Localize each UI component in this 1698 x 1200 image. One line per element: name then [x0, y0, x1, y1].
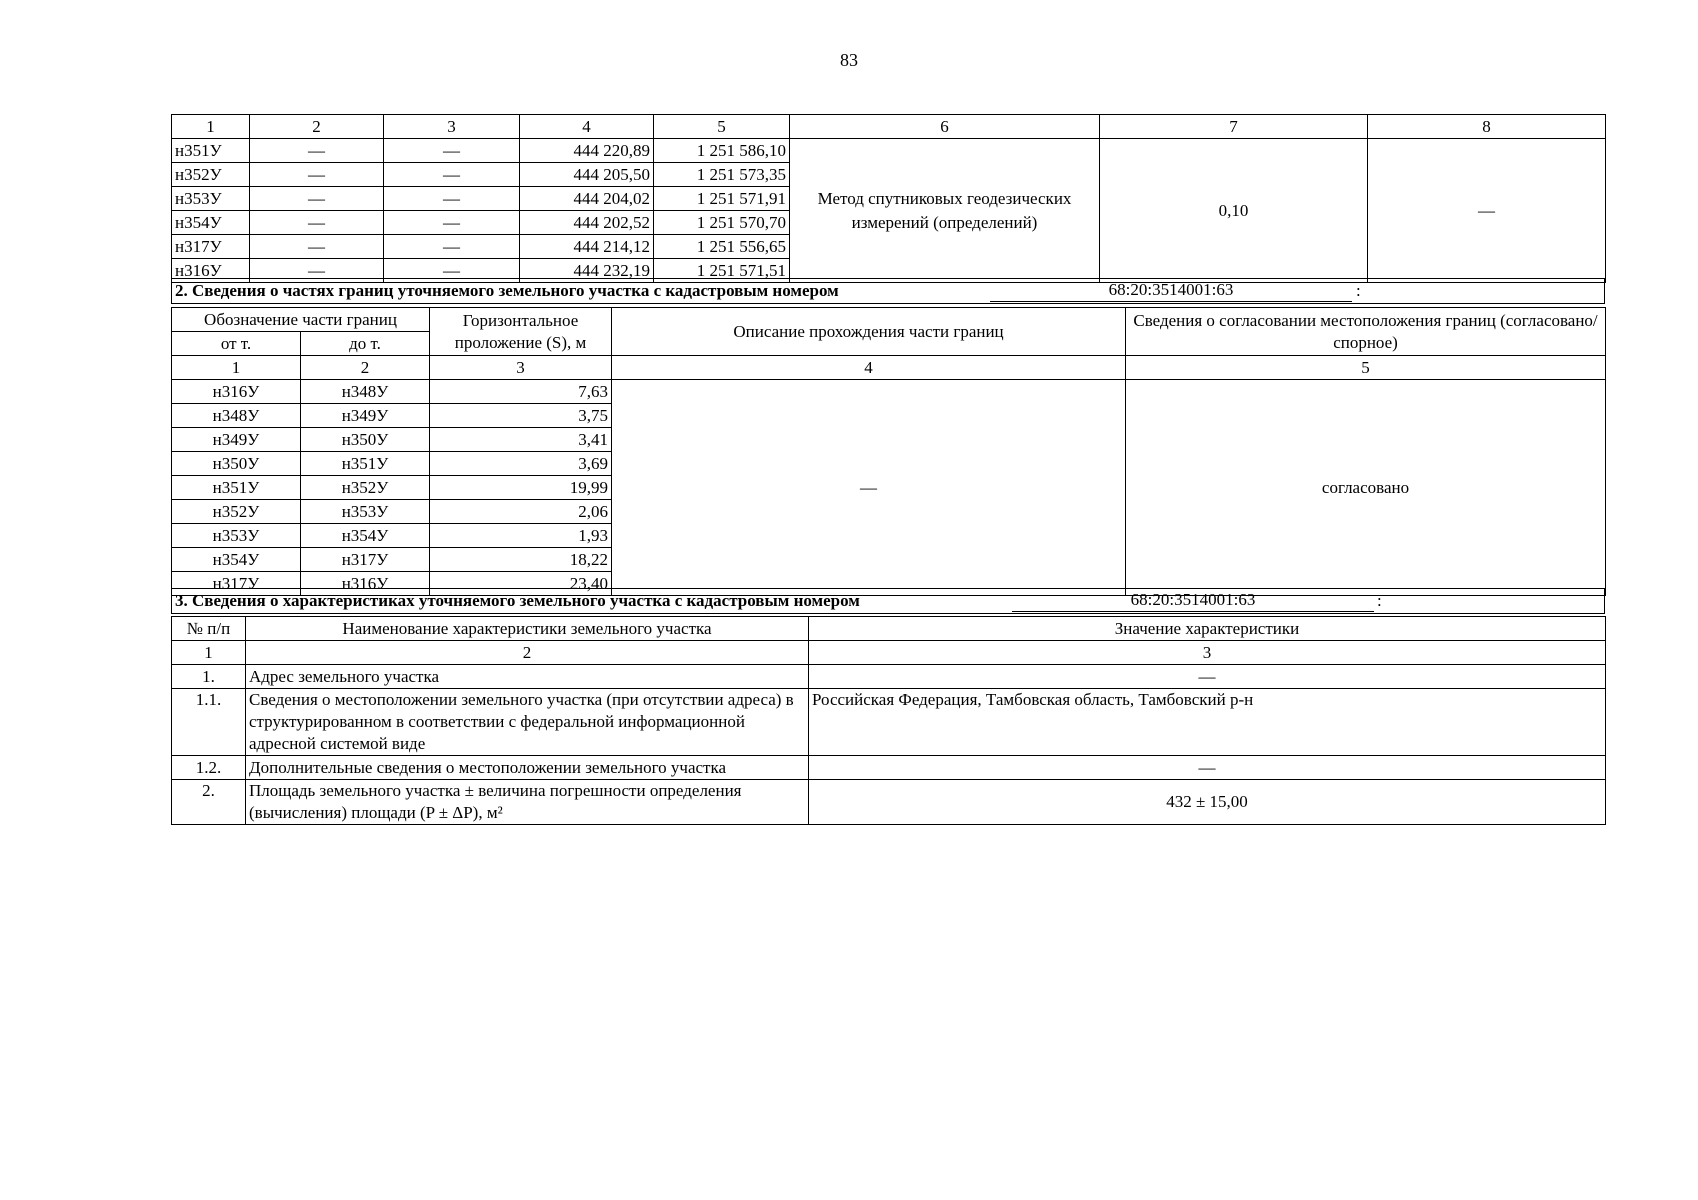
- coord-y: 1 251 556,65: [654, 235, 790, 259]
- cell: —: [250, 211, 384, 235]
- coord-x: 444 220,89: [520, 139, 654, 163]
- from-point: н317У: [172, 572, 301, 596]
- characteristic-name: Площадь земельного участка ± величина погрешности определения (вычисления) площади (P ± ΔP), м²: [246, 780, 809, 825]
- col8-cell: —: [1368, 139, 1606, 283]
- section2-colon: :: [1356, 281, 1361, 300]
- section3-cadastral-number: 68:20:3514001:63: [1012, 589, 1374, 612]
- cell: —: [384, 163, 520, 187]
- from-header: от т.: [172, 332, 301, 356]
- section2-cadastral-number: 68:20:3514001:63: [990, 279, 1352, 302]
- name-header: Наименование характеристики земельного участка: [246, 617, 809, 641]
- point-name: н351У: [172, 139, 250, 163]
- number-row: [172, 356, 1606, 380]
- coord-y: 1 251 570,70: [654, 211, 790, 235]
- row-number: 1.1.: [172, 689, 246, 756]
- characteristic-value: 432 ± 15,00: [809, 780, 1606, 825]
- header-row: [172, 115, 1606, 139]
- length-value: 23,40: [430, 572, 612, 596]
- cell: —: [250, 187, 384, 211]
- from-point: н316У: [172, 380, 301, 404]
- coord-y: 1 251 573,35: [654, 163, 790, 187]
- col-number: 1: [172, 641, 246, 665]
- length-value: 19,99: [430, 476, 612, 500]
- cell: —: [384, 211, 520, 235]
- cell: —: [384, 187, 520, 211]
- boundary-parts-table: [171, 307, 1605, 596]
- coord-y: 1 251 571,91: [654, 187, 790, 211]
- to-point: н348У: [301, 380, 430, 404]
- from-point: н354У: [172, 548, 301, 572]
- col-number: 2: [246, 641, 809, 665]
- point-name: н317У: [172, 235, 250, 259]
- from-point: н351У: [172, 476, 301, 500]
- to-point: н351У: [301, 452, 430, 476]
- col-header: 5: [654, 115, 790, 139]
- from-point: н353У: [172, 524, 301, 548]
- row-number: 1.2.: [172, 756, 246, 780]
- coord-x: 444 205,50: [520, 163, 654, 187]
- cell: —: [250, 163, 384, 187]
- characteristic-name: Сведения о местоположении земельного участка (при отсутствии адреса) в структурированном в соответствии с федеральной информационной адресной системой виде: [246, 689, 809, 756]
- coord-x: 444 232,19: [520, 259, 654, 283]
- coord-y: 1 251 571,51: [654, 259, 790, 283]
- point-name: н316У: [172, 259, 250, 283]
- number-row: [172, 641, 1606, 665]
- from-point: н350У: [172, 452, 301, 476]
- table-row: [172, 665, 1606, 689]
- col-number: 2: [301, 356, 430, 380]
- point-name: н352У: [172, 163, 250, 187]
- table-row: [172, 689, 1606, 756]
- col-header: 7: [1100, 115, 1368, 139]
- coord-y: 1 251 586,10: [654, 139, 790, 163]
- part-designation-header: Обозначение части границ: [172, 308, 430, 332]
- length-value: 1,93: [430, 524, 612, 548]
- length-value: 3,41: [430, 428, 612, 452]
- table-row: [172, 139, 1606, 163]
- cell: —: [384, 139, 520, 163]
- page-number: 83: [840, 50, 858, 70]
- coordinates-table: [171, 114, 1605, 283]
- section2-title: 2. Сведения о частях границ уточняемого земельного участка с кадастровым номером: [175, 281, 839, 300]
- cell: —: [384, 259, 520, 283]
- section3-colon: :: [1377, 591, 1382, 610]
- header-row: [172, 308, 1606, 332]
- from-point: н352У: [172, 500, 301, 524]
- length-value: 18,22: [430, 548, 612, 572]
- from-point: н348У: [172, 404, 301, 428]
- table-row: [172, 756, 1606, 780]
- section2-header: [171, 278, 1605, 304]
- col-number: 1: [172, 356, 301, 380]
- table-row: [172, 780, 1606, 825]
- cell: —: [384, 235, 520, 259]
- characteristic-value: Российская Федерация, Тамбовская область, Тамбовский р-н: [809, 689, 1606, 756]
- length-value: 2,06: [430, 500, 612, 524]
- from-point: н349У: [172, 428, 301, 452]
- to-point: н349У: [301, 404, 430, 428]
- characteristic-name: Дополнительные сведения о местоположении земельного участка: [246, 756, 809, 780]
- to-point: н350У: [301, 428, 430, 452]
- col-number: 4: [612, 356, 1126, 380]
- method-cell: Метод спутниковых геодезических измерений (определений): [790, 139, 1100, 283]
- header-row: [172, 617, 1606, 641]
- col-header: 3: [384, 115, 520, 139]
- cell: —: [250, 235, 384, 259]
- table-row: [172, 380, 1606, 404]
- characteristic-name: Адрес земельного участка: [246, 665, 809, 689]
- value-header: Значение характеристики: [809, 617, 1606, 641]
- length-value: 3,69: [430, 452, 612, 476]
- to-point: н353У: [301, 500, 430, 524]
- section3-title: 3. Сведения о характеристиках уточняемого земельного участка с кадастровым номером: [175, 591, 860, 610]
- section3-header: [171, 588, 1605, 614]
- col-number: 3: [430, 356, 612, 380]
- point-name: н354У: [172, 211, 250, 235]
- coord-x: 444 204,02: [520, 187, 654, 211]
- characteristic-value: —: [809, 756, 1606, 780]
- cell: —: [250, 139, 384, 163]
- length-header: Горизонтальное проложение (S), м: [430, 308, 612, 356]
- to-point: н317У: [301, 548, 430, 572]
- col-number: 3: [809, 641, 1606, 665]
- to-point: н354У: [301, 524, 430, 548]
- characteristic-value: —: [809, 665, 1606, 689]
- col-header: 8: [1368, 115, 1606, 139]
- description-header: Описание прохождения части границ: [612, 308, 1126, 356]
- coord-x: 444 202,52: [520, 211, 654, 235]
- length-value: 3,75: [430, 404, 612, 428]
- col-header: 2: [250, 115, 384, 139]
- col-header: 4: [520, 115, 654, 139]
- length-value: 7,63: [430, 380, 612, 404]
- agreement-header: Сведения о согласовании местоположения границ (согласовано/спорное): [1126, 308, 1606, 356]
- accuracy-cell: 0,10: [1100, 139, 1368, 283]
- num-header: № п/п: [172, 617, 246, 641]
- to-header: до т.: [301, 332, 430, 356]
- characteristics-table: [171, 616, 1605, 825]
- coord-x: 444 214,12: [520, 235, 654, 259]
- to-point: н352У: [301, 476, 430, 500]
- point-name: н353У: [172, 187, 250, 211]
- row-number: 2.: [172, 780, 246, 825]
- col-header: 1: [172, 115, 250, 139]
- row-number: 1.: [172, 665, 246, 689]
- to-point: н316У: [301, 572, 430, 596]
- description-cell: —: [612, 380, 1126, 596]
- col-number: 5: [1126, 356, 1606, 380]
- cell: —: [250, 259, 384, 283]
- col-header: 6: [790, 115, 1100, 139]
- agreement-cell: согласовано: [1126, 380, 1606, 596]
